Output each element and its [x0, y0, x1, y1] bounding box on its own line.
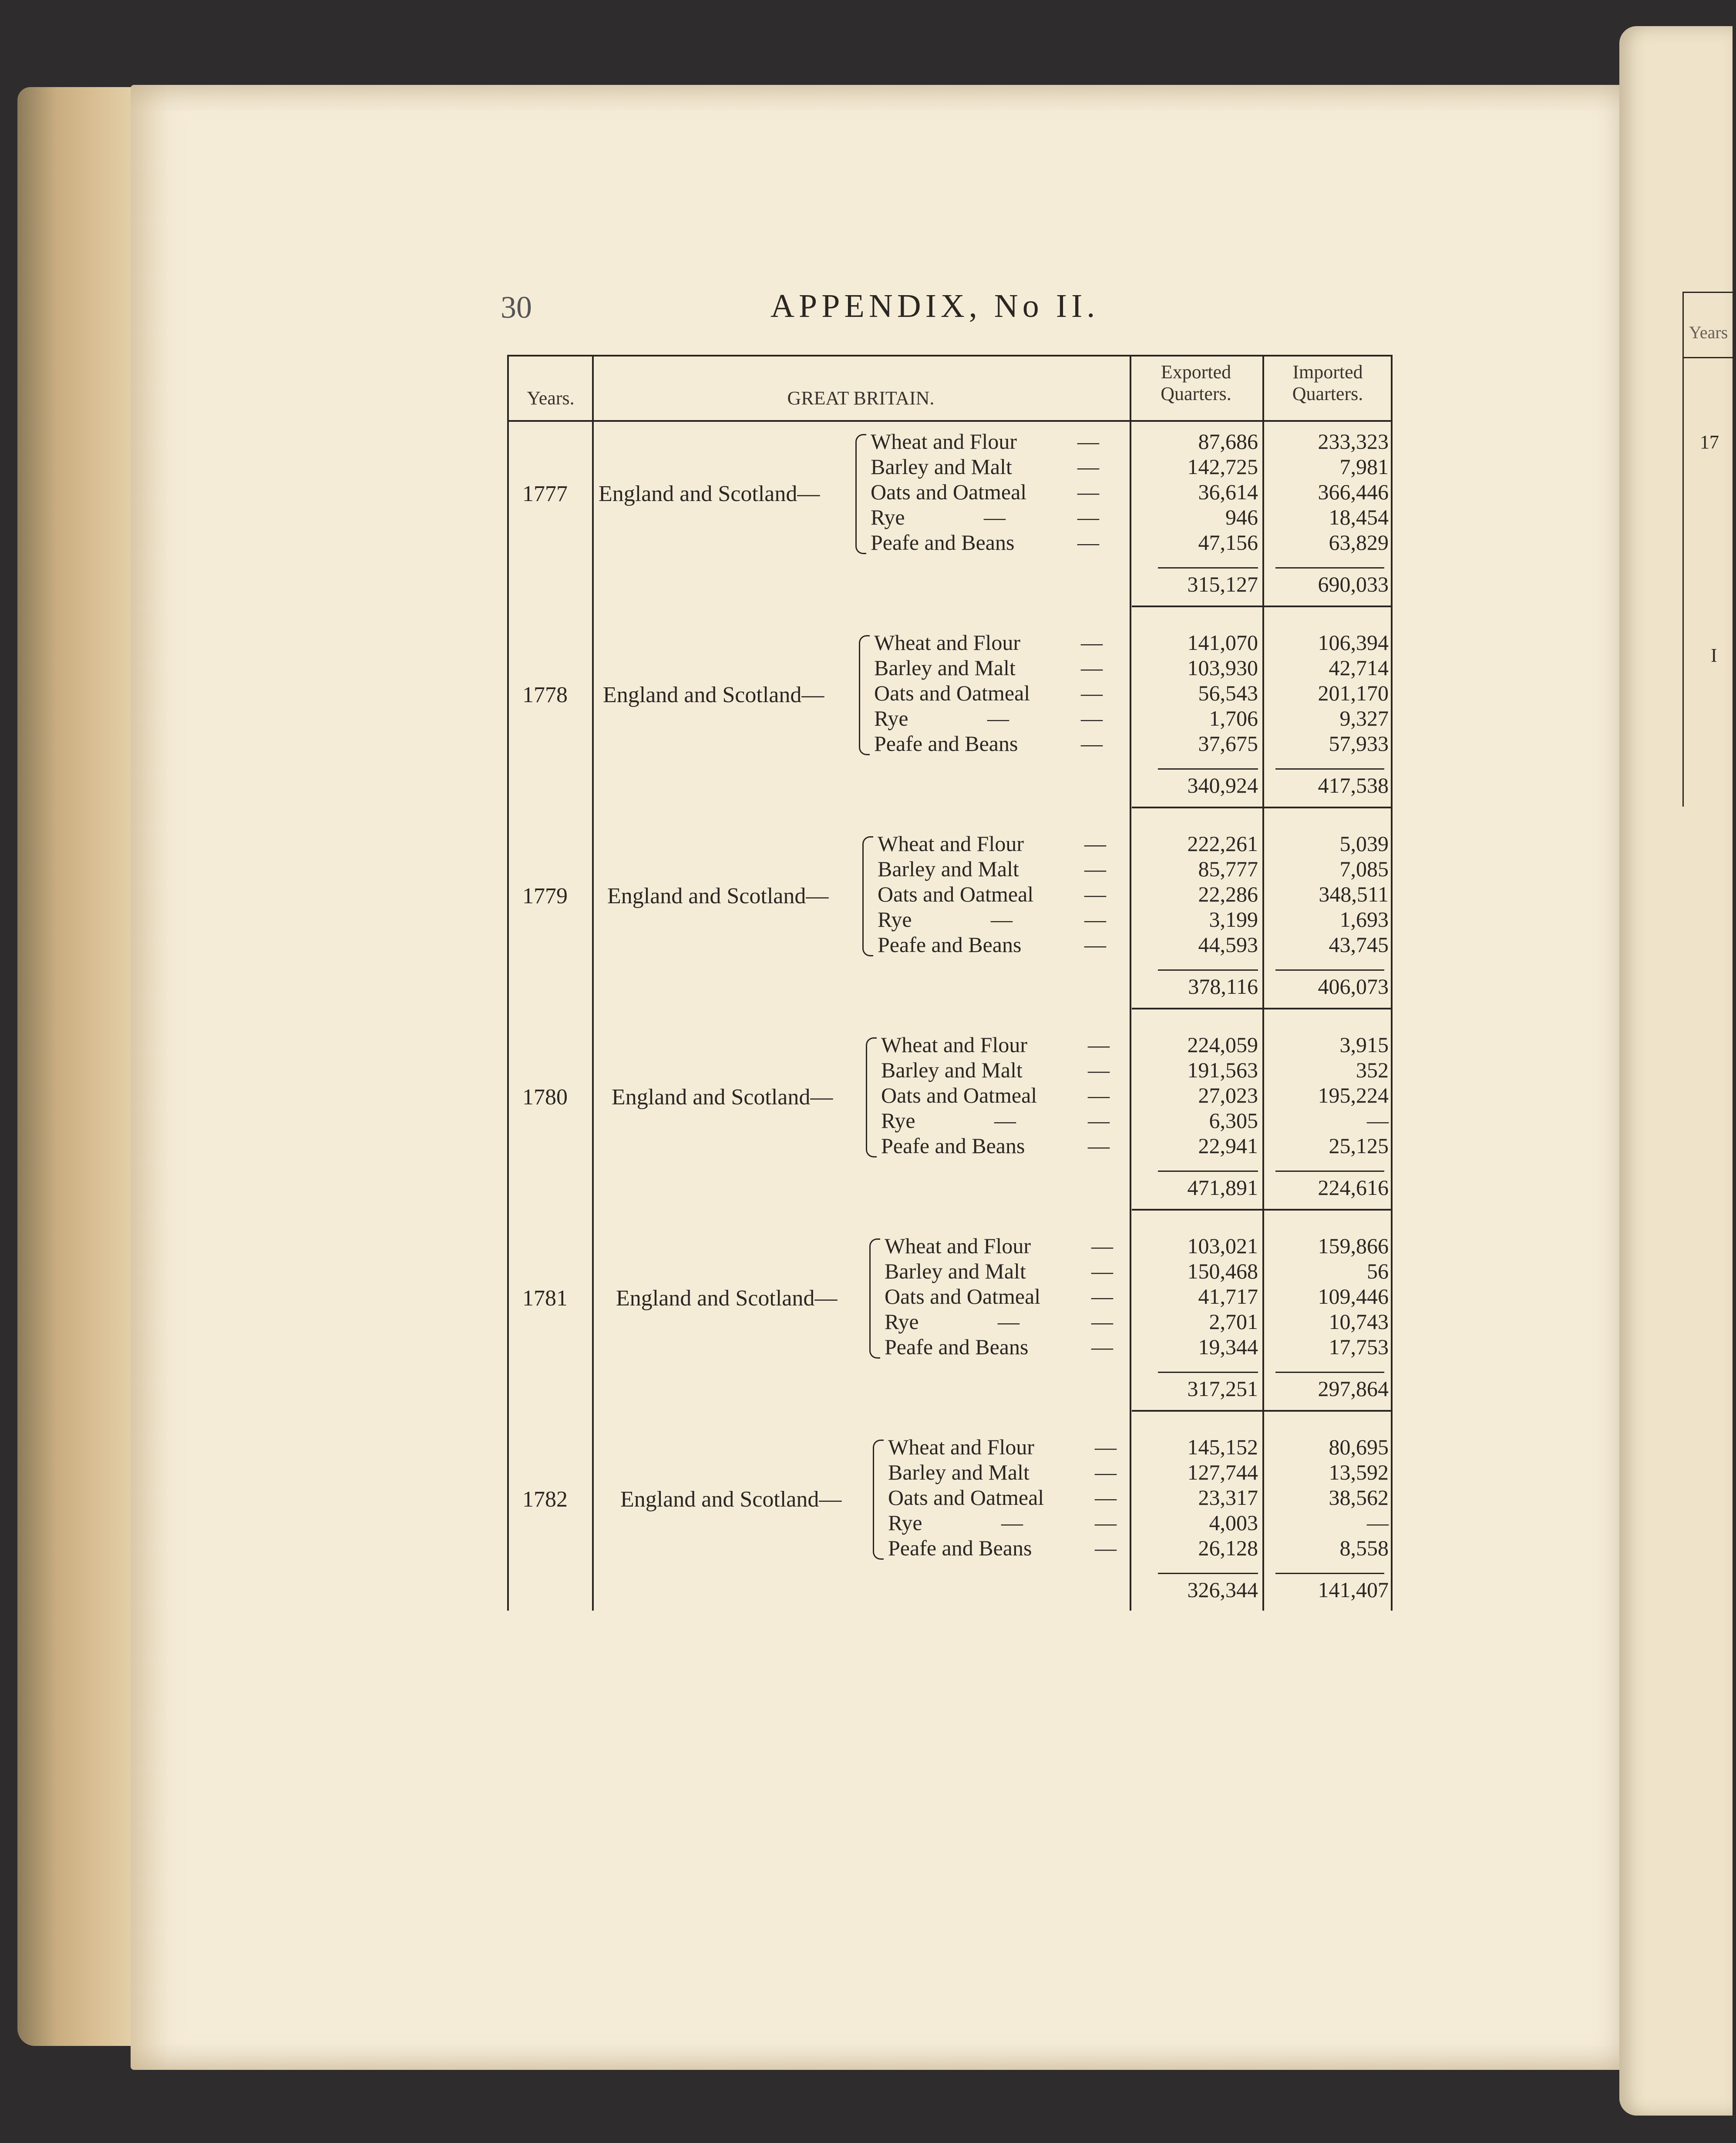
- commodity-label: Oats and Oatmeal: [874, 681, 1030, 705]
- row-dash: —: [1084, 907, 1106, 932]
- bracket: [855, 434, 866, 554]
- commodity-label: Peafe and Beans: [878, 932, 1022, 957]
- row-dash: —: [1084, 932, 1106, 957]
- row-dash: —: [1091, 1234, 1113, 1258]
- imported-value: 9,327: [1339, 706, 1389, 730]
- subtotal-rule: [1158, 1372, 1258, 1373]
- imported-value: 106,394: [1318, 630, 1389, 655]
- commodity-label: Wheat and Flour: [878, 831, 1024, 856]
- commodity-label: Rye: [878, 907, 912, 932]
- row-dash: —: [1084, 857, 1106, 881]
- commodity-label: Wheat and Flour: [888, 1435, 1035, 1459]
- imported-value: —: [1367, 1108, 1389, 1133]
- row-dash: —: [1077, 429, 1099, 454]
- imported-value: 17,753: [1329, 1335, 1389, 1359]
- imported-value: 8,558: [1339, 1536, 1389, 1560]
- imported-left-rule: [1262, 355, 1264, 1611]
- imported-value: 7,981: [1339, 454, 1389, 479]
- exported-value: 19,344: [1198, 1335, 1258, 1359]
- exported-value: 85,777: [1198, 857, 1258, 881]
- total-imported: 690,033: [1318, 572, 1389, 596]
- subtotal-rule: [1158, 567, 1258, 569]
- right-rule: [1391, 355, 1393, 1611]
- row-dash: —: [1081, 681, 1103, 705]
- imported-value: 56: [1367, 1259, 1389, 1283]
- total-exported: 326,344: [1187, 1578, 1258, 1602]
- imported-value: 43,745: [1329, 932, 1389, 957]
- year-label: 1781: [522, 1286, 568, 1311]
- row-dash: —: [1088, 1058, 1110, 1082]
- left-rule: [507, 355, 509, 1611]
- row-dash: —: [1088, 1033, 1110, 1057]
- row-dash: —: [1081, 630, 1103, 655]
- header-great-britain: GREAT BRITAIN.: [787, 387, 935, 409]
- row-dash: —: [1084, 882, 1106, 906]
- bracket: [866, 1037, 877, 1157]
- imported-value: 3,915: [1339, 1033, 1389, 1057]
- subtotal-rule: [1275, 969, 1384, 971]
- facing-years-header: Years: [1689, 323, 1728, 342]
- row-dash: —: [1081, 706, 1103, 730]
- commodity-label: Rye: [881, 1108, 915, 1133]
- exported-value: 142,725: [1187, 454, 1258, 479]
- region-label: England and Scotland—: [599, 481, 820, 506]
- commodity-label: Rye: [874, 706, 908, 730]
- group-divider: [1132, 807, 1391, 808]
- commodity-dash: —: [994, 1108, 1016, 1133]
- exported-value: 47,156: [1198, 530, 1258, 555]
- imported-value: —: [1367, 1511, 1389, 1535]
- commodity-label: Wheat and Flour: [881, 1033, 1028, 1057]
- bracket: [869, 1238, 880, 1359]
- commodity-label: Barley and Malt: [885, 1259, 1026, 1283]
- total-imported: 141,407: [1318, 1578, 1389, 1602]
- subtotal-rule: [1158, 768, 1258, 770]
- imported-value: 42,714: [1329, 656, 1389, 680]
- subtotal-rule: [1275, 1573, 1384, 1574]
- exported-value: 222,261: [1187, 831, 1258, 856]
- exported-value: 1,706: [1209, 706, 1258, 730]
- exported-value: 26,128: [1198, 1536, 1258, 1560]
- total-exported: 340,924: [1187, 773, 1258, 797]
- exported-value: 191,563: [1187, 1058, 1258, 1082]
- group-divider: [1132, 1209, 1391, 1211]
- commodity-dash: —: [984, 505, 1006, 529]
- row-dash: —: [1088, 1083, 1110, 1107]
- exported-value: 23,317: [1198, 1485, 1258, 1510]
- commodity-label: Barley and Malt: [878, 857, 1019, 881]
- commodity-label: Wheat and Flour: [874, 630, 1021, 655]
- total-imported: 224,616: [1318, 1175, 1389, 1200]
- row-dash: —: [1091, 1284, 1113, 1309]
- exported-value: 37,675: [1198, 731, 1258, 756]
- exported-value: 22,941: [1198, 1134, 1258, 1158]
- page-number: 30: [501, 290, 532, 325]
- region-label: England and Scotland—: [607, 884, 829, 908]
- page-heading: APPENDIX, No II.: [770, 288, 1100, 324]
- group-divider: [1132, 1410, 1391, 1412]
- row-dash: —: [1095, 1485, 1117, 1510]
- imported-value: 63,829: [1329, 530, 1389, 555]
- exported-value: 27,023: [1198, 1083, 1258, 1107]
- exported-value: 127,744: [1187, 1460, 1258, 1484]
- commodity-label: Rye: [871, 505, 905, 529]
- imported-value: 348,511: [1319, 882, 1389, 906]
- subtotal-rule: [1158, 1171, 1258, 1172]
- exported-value: 946: [1225, 505, 1258, 529]
- total-exported: 471,891: [1187, 1175, 1258, 1200]
- exported-value: 44,593: [1198, 932, 1258, 957]
- imported-value: 1,693: [1339, 907, 1389, 932]
- group-divider: [1132, 606, 1391, 607]
- commodity-label: Peafe and Beans: [871, 530, 1015, 555]
- commodity-label: Oats and Oatmeal: [871, 480, 1027, 504]
- imported-value: 18,454: [1329, 505, 1389, 529]
- imported-value: 80,695: [1329, 1435, 1389, 1459]
- subtotal-rule: [1158, 969, 1258, 971]
- bracket: [859, 635, 870, 755]
- subtotal-rule: [1275, 768, 1384, 770]
- exported-value: 36,614: [1198, 480, 1258, 504]
- row-dash: —: [1084, 831, 1106, 856]
- facing-table-frame: [1682, 292, 1736, 807]
- subtotal-rule: [1158, 1573, 1258, 1574]
- row-dash: —: [1091, 1335, 1113, 1359]
- total-exported: 317,251: [1187, 1376, 1258, 1401]
- commodity-label: Wheat and Flour: [871, 429, 1017, 454]
- commodity-label: Peafe and Beans: [874, 731, 1018, 756]
- row-dash: —: [1095, 1435, 1117, 1459]
- subtotal-rule: [1275, 1171, 1384, 1172]
- region-label: England and Scotland—: [612, 1085, 833, 1110]
- commodity-label: Barley and Malt: [871, 454, 1012, 479]
- imported-value: 38,562: [1329, 1485, 1389, 1510]
- commodity-dash: —: [991, 907, 1013, 932]
- year-label: 1778: [522, 683, 568, 707]
- table-top-rule: [507, 355, 1391, 357]
- exported-left-rule: [1130, 355, 1131, 1611]
- row-dash: —: [1095, 1511, 1117, 1535]
- commodity-label: Oats and Oatmeal: [885, 1284, 1041, 1309]
- page-edge-stack: [17, 87, 148, 2046]
- row-dash: —: [1095, 1460, 1117, 1484]
- bracket: [862, 836, 873, 956]
- region-label: England and Scotland—: [620, 1487, 842, 1512]
- row-dash: —: [1095, 1536, 1117, 1560]
- exported-value: 4,003: [1209, 1511, 1258, 1535]
- header-exported: Exported Quarters.: [1161, 361, 1231, 404]
- commodity-dash: —: [998, 1309, 1019, 1334]
- commodity-label: Barley and Malt: [881, 1058, 1023, 1082]
- imported-value: 233,323: [1318, 429, 1389, 454]
- imported-value: 201,170: [1318, 681, 1389, 705]
- imported-value: 10,743: [1329, 1309, 1389, 1334]
- imported-value: 25,125: [1329, 1134, 1389, 1158]
- region-label: England and Scotland—: [616, 1286, 838, 1311]
- row-dash: —: [1077, 530, 1099, 555]
- commodity-dash: —: [987, 706, 1009, 730]
- commodity-label: Oats and Oatmeal: [888, 1485, 1044, 1510]
- exported-value: 2,701: [1209, 1309, 1258, 1334]
- exported-value: 145,152: [1187, 1435, 1258, 1459]
- subtotal-rule: [1275, 567, 1384, 569]
- total-imported: 406,073: [1318, 974, 1389, 999]
- row-dash: —: [1091, 1309, 1113, 1334]
- imported-value: 366,446: [1318, 480, 1389, 504]
- bracket: [873, 1440, 884, 1560]
- exported-value: 224,059: [1187, 1033, 1258, 1057]
- facing-mark: I: [1711, 645, 1717, 666]
- exported-value: 3,199: [1209, 907, 1258, 932]
- commodity-label: Peafe and Beans: [885, 1335, 1029, 1359]
- exported-value: 141,070: [1187, 630, 1258, 655]
- exported-value: 87,686: [1198, 429, 1258, 454]
- exported-value: 103,021: [1187, 1234, 1258, 1258]
- row-dash: —: [1091, 1259, 1113, 1283]
- exported-value: 103,930: [1187, 656, 1258, 680]
- total-imported: 417,538: [1318, 773, 1389, 797]
- exported-value: 22,286: [1198, 882, 1258, 906]
- exported-value: 6,305: [1209, 1108, 1258, 1133]
- total-exported: 315,127: [1187, 572, 1258, 596]
- region-label: England and Scotland—: [603, 683, 824, 707]
- imported-value: 109,446: [1318, 1284, 1389, 1309]
- commodity-label: Rye: [888, 1511, 922, 1535]
- commodity-label: Barley and Malt: [874, 656, 1016, 680]
- imported-value: 57,933: [1329, 731, 1389, 756]
- imported-value: 195,224: [1318, 1083, 1389, 1107]
- row-dash: —: [1077, 480, 1099, 504]
- commodity-label: Oats and Oatmeal: [878, 882, 1034, 906]
- subtotal-rule: [1275, 1372, 1384, 1373]
- header-bottom-rule: [507, 420, 1391, 422]
- total-imported: 297,864: [1318, 1376, 1389, 1401]
- facing-year: 17: [1700, 431, 1719, 453]
- year-label: 1777: [522, 481, 568, 506]
- exported-value: 150,468: [1187, 1259, 1258, 1283]
- row-dash: —: [1077, 454, 1099, 479]
- commodity-label: Oats and Oatmeal: [881, 1083, 1037, 1107]
- commodity-label: Barley and Malt: [888, 1460, 1029, 1484]
- year-label: 1779: [522, 884, 568, 908]
- imported-value: 13,592: [1329, 1460, 1389, 1484]
- commodity-label: Wheat and Flour: [885, 1234, 1031, 1258]
- years-divider: [592, 355, 594, 1611]
- row-dash: —: [1081, 731, 1103, 756]
- header-imported: Imported Quarters.: [1292, 361, 1363, 404]
- commodity-label: Peafe and Beans: [881, 1134, 1025, 1158]
- commodity-dash: —: [1001, 1511, 1023, 1535]
- row-dash: —: [1088, 1134, 1110, 1158]
- exported-value: 56,543: [1198, 681, 1258, 705]
- year-label: 1782: [522, 1487, 568, 1512]
- exported-value: 41,717: [1198, 1284, 1258, 1309]
- commodity-label: Peafe and Beans: [888, 1536, 1032, 1560]
- row-dash: —: [1077, 505, 1099, 529]
- facing-table-rule: [1682, 357, 1735, 358]
- total-exported: 378,116: [1188, 974, 1258, 999]
- imported-value: 7,085: [1339, 857, 1389, 881]
- header-years: Years.: [527, 387, 575, 409]
- group-divider: [1132, 1008, 1391, 1009]
- imported-value: 5,039: [1339, 831, 1389, 856]
- imported-value: 352: [1356, 1058, 1389, 1082]
- row-dash: —: [1081, 656, 1103, 680]
- year-label: 1780: [522, 1085, 568, 1110]
- imported-value: 159,866: [1318, 1234, 1389, 1258]
- row-dash: —: [1088, 1108, 1110, 1133]
- commodity-label: Rye: [885, 1309, 919, 1334]
